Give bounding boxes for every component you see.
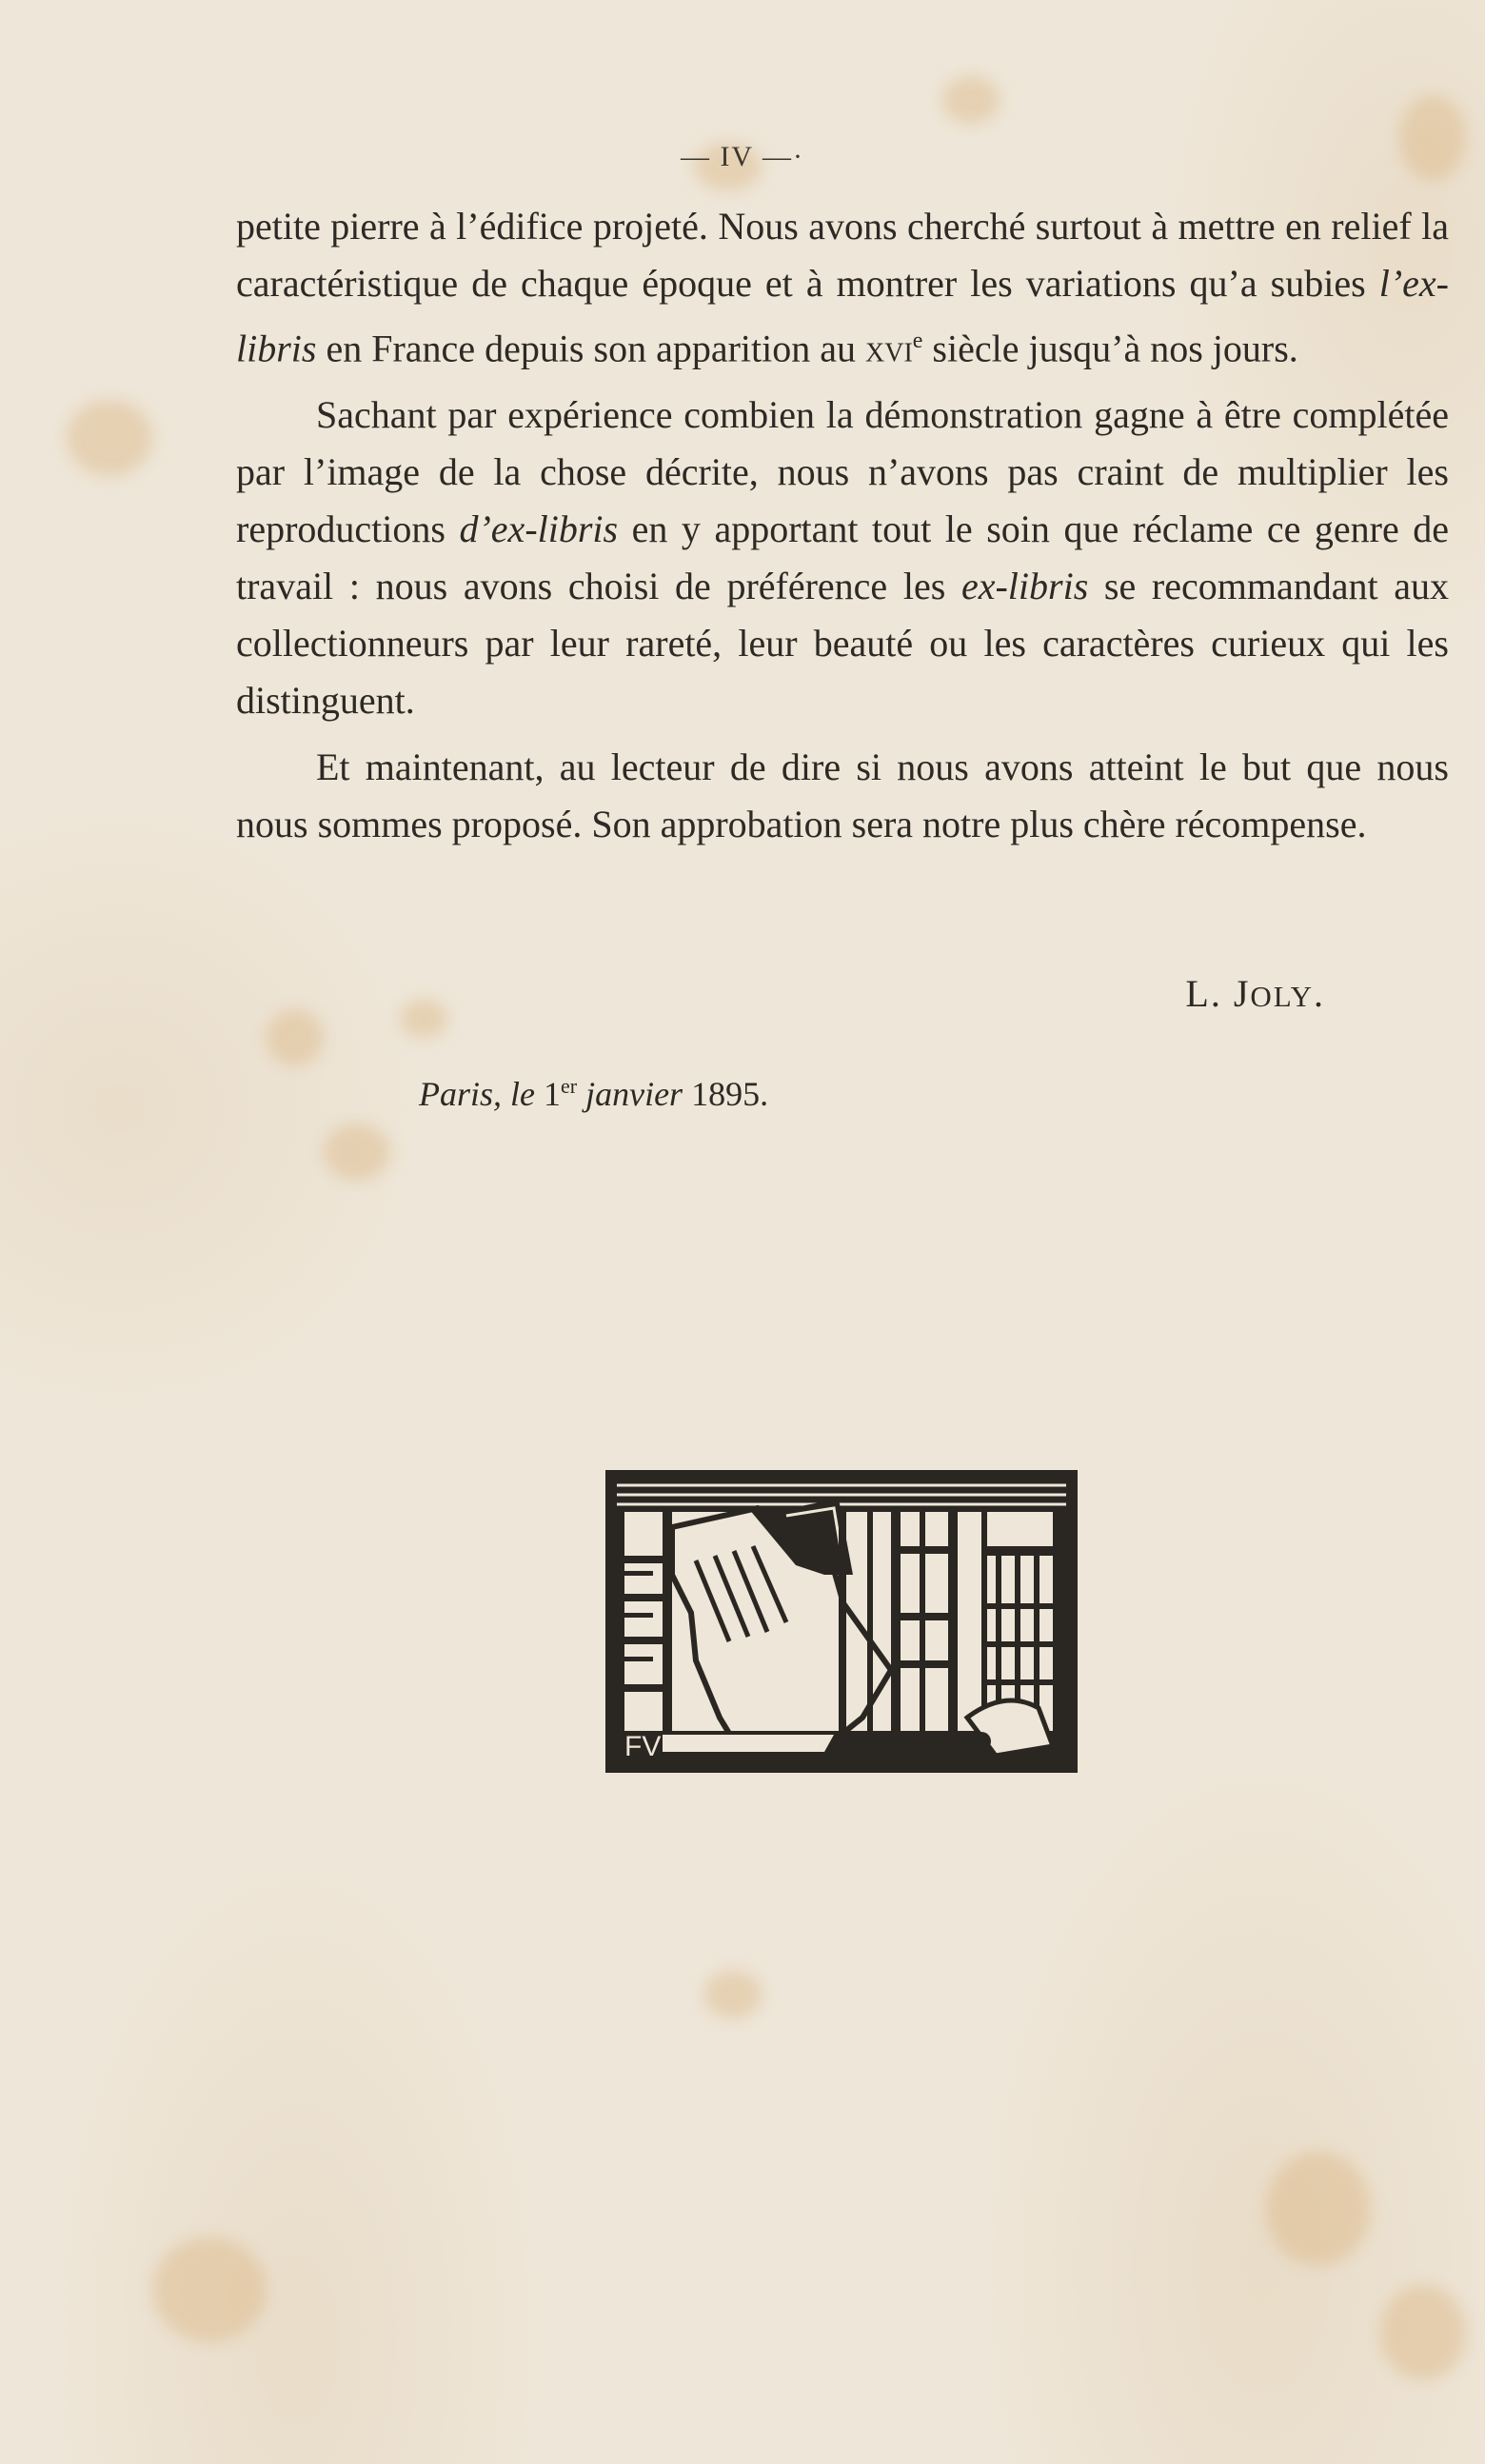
dateline-day: 1 xyxy=(544,1075,561,1113)
woodcut-vignette xyxy=(605,1470,1078,1773)
text-segment: en France depuis son apparition au xyxy=(316,327,865,370)
text-segment: d’ex-libris xyxy=(459,507,619,551)
text-segment: ex-libris xyxy=(960,565,1089,608)
text-segment: se recommandant aux collectionneurs par leur rareté, leur beauté ou les caractères curieux qui les distinguent. xyxy=(236,565,1450,723)
paragraph-3 xyxy=(236,739,1449,853)
foxing-stain xyxy=(400,1000,447,1038)
foxing-stain xyxy=(152,2237,267,2342)
foxing-stain xyxy=(67,400,152,476)
text-segment: Sachant par expérience combien la démonstration gagne à être complétée par l’image de la chose décrite, nous n’avons pas craint de multiplier les reproductions xyxy=(236,393,1449,551)
running-head-page-number: — IV —· xyxy=(680,141,805,172)
foxing-stain xyxy=(942,76,1000,124)
text-segment: Et maintenant, au lecteur de dire si nous avons atteint le but que nous nous sommes proposé. Son approbation sera notre plus chère récompense. xyxy=(236,745,1449,846)
foxing-stain xyxy=(267,1009,324,1066)
text-segment: siècle jusqu’à nos jours. xyxy=(922,327,1298,370)
foxing-stain xyxy=(1380,2285,1466,2380)
foxing-stain xyxy=(1266,2152,1371,2266)
text-segment: l’ex-libris xyxy=(236,262,1449,370)
text-segment: e xyxy=(912,328,923,353)
foxing-stain xyxy=(324,1123,390,1181)
text-segment: petite pierre à l’édifice projeté. Nous avons cherché surtout à mettre en relief la caractéristique de chaque époque et à montrer les variations qu’a subies xyxy=(236,205,1449,305)
body-text xyxy=(236,198,1449,863)
paragraph-2 xyxy=(236,387,1449,729)
dateline-month: janvier xyxy=(577,1075,692,1113)
foxing-stain xyxy=(704,1971,762,2018)
text-segment: en y apportant tout le soin que réclame ce genre de travail : nous avons choisi de préférence les xyxy=(236,507,1449,608)
dateline xyxy=(419,1074,768,1114)
dateline-day-superscript: er xyxy=(561,1074,578,1098)
dateline-year: 1895. xyxy=(691,1075,769,1113)
author-signature xyxy=(1185,971,1325,1016)
woodcut-monogram: FV xyxy=(624,1731,662,1762)
paragraph-1 xyxy=(236,198,1449,377)
signature-small-caps: OLY xyxy=(1250,980,1314,1013)
signature-end: . xyxy=(1314,972,1325,1015)
signature-initial: L. J xyxy=(1185,972,1251,1015)
text-segment: xvi xyxy=(865,327,913,370)
dateline-place: Paris, le xyxy=(419,1075,544,1113)
